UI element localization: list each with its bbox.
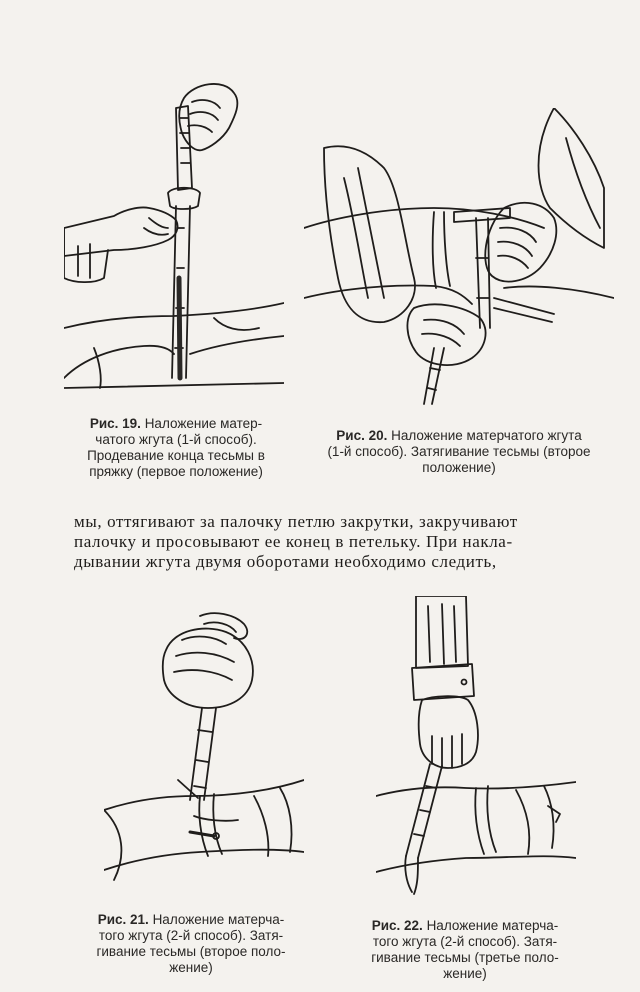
figure-20-caption-line: (1-й способ). Затягивание тесьмы (второе: [327, 444, 591, 459]
figure-21-caption-line: Наложение матерча-: [152, 912, 285, 927]
figure-19-caption-line: чатого жгута (1-й способ).: [95, 432, 257, 447]
figure-20-illustration: [304, 108, 614, 408]
figure-20-number: Рис. 20.: [336, 428, 388, 443]
figure-21-number: Рис. 21.: [97, 912, 149, 927]
body-text-line: палочку и просовывают ее конец в петельку. При накла-: [74, 532, 513, 551]
body-paragraph: [74, 512, 614, 572]
figure-21-caption-line: того жгута (2-й способ). Затя-: [98, 928, 284, 943]
body-text-line: дывании жгута двумя оборотами необходимо следить,: [74, 552, 497, 571]
figure-20-caption-line: положение): [422, 460, 496, 475]
figure-21-caption-line: жение): [169, 960, 213, 975]
figure-22-caption: [334, 918, 596, 982]
figure-22-caption-line: того жгута (2-й способ). Затя-: [372, 934, 558, 949]
figure-19-illustration: [64, 78, 284, 403]
figure-22-illustration: [376, 596, 576, 906]
figure-22-caption-line: Наложение матерча-: [426, 918, 559, 933]
figure-19-caption-line: Продевание конца тесьмы в: [87, 448, 265, 463]
figure-21-caption-line: гивание тесьмы (второе поло-: [96, 944, 286, 959]
figure-19-caption: [54, 416, 298, 480]
figure-21-caption: [60, 912, 322, 976]
figure-22-number: Рис. 22.: [371, 918, 423, 933]
figure-19-number: Рис. 19.: [89, 416, 141, 431]
figure-22-caption-line: гивание тесьмы (третье поло-: [371, 950, 559, 965]
figure-22-caption-line: жение): [443, 966, 487, 981]
figure-20-caption-line: Наложение матерчатого жгута: [391, 428, 582, 443]
figure-21-illustration: [104, 600, 304, 900]
figure-19-caption-line: Наложение матер-: [144, 416, 263, 431]
figure-20-caption: [294, 428, 624, 476]
body-text-line: мы, оттягивают за палочку петлю закрутки, закручивают: [74, 512, 518, 531]
figure-19-caption-line: пряжку (первое положение): [89, 464, 263, 479]
